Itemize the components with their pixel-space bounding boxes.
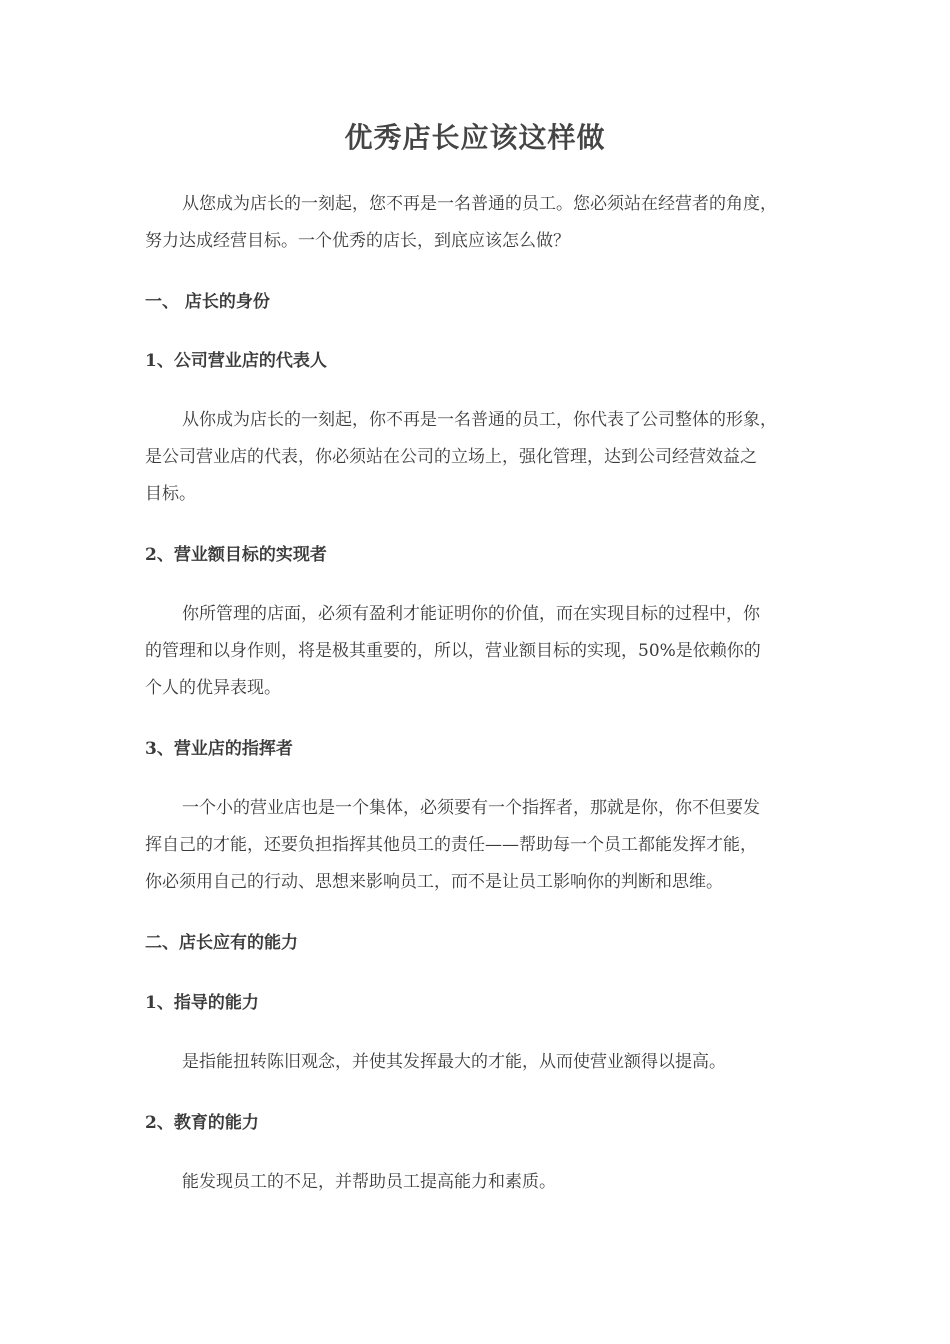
paragraph-commander [145,790,815,901]
paragraph-line: 你所管理的店面，必须有盈利才能证明你的价值，而在实现目标的过程中，你 [182,604,760,624]
paragraph-line: 目标。 [145,484,196,504]
paragraph-line: 你必须用自己的行动、思想来影响员工，而不是让员工影响你的判断和思维。 [145,872,723,892]
paragraph-line: 从您成为店长的一刻起，您不再是一名普通的员工。您必须站在经营者的角度， [182,194,777,214]
paragraph-guidance [145,1044,815,1081]
subheading-guidance: 1、指导的能力 [145,993,259,1013]
paragraph-line: 的管理和以身作则，将是极其重要的，所以，营业额目标的实现，50%是依赖你的 [145,641,761,661]
paragraph-line: 挥自己的才能，还要负担指挥其他员工的责任——帮助每一个员工都能发挥才能， [145,835,757,855]
section-heading-abilities: 二、店长应有的能力 [145,933,298,953]
subheading-revenue-goal: 2、营业额目标的实现者 [145,545,327,565]
intro-paragraph [145,186,815,260]
paragraph-education [145,1164,815,1201]
paragraph-representative [145,402,815,513]
paragraph-line: 个人的优异表现。 [145,678,281,698]
paragraph-line: 从你成为店长的一刻起，你不再是一名普通的员工，你代表了公司整体的形象， [182,410,777,430]
paragraph-line: 是指能扭转陈旧观念，并使其发挥最大的才能，从而使营业额得以提高。 [182,1052,726,1072]
section-heading-identity: 一、 店长的身份 [145,292,270,312]
paragraph-line: 能发现员工的不足，并帮助员工提高能力和素质。 [182,1172,556,1192]
document-title: 优秀店长应该这样做 [344,121,606,154]
paragraph-line: 是公司营业店的代表，你必须站在公司的立场上，强化管理，达到公司经营效益之 [145,447,757,467]
subheading-education: 2、教育的能力 [145,1113,259,1133]
subheading-representative: 1、公司营业店的代表人 [145,351,327,371]
paragraph-revenue-goal [145,596,815,707]
subheading-commander: 3、营业店的指挥者 [145,739,293,759]
paragraph-line: 努力达成经营目标。一个优秀的店长，到底应该怎么做？ [145,231,570,251]
paragraph-line: 一个小的营业店也是一个集体，必须要有一个指挥者，那就是你，你不但要发 [182,798,760,818]
